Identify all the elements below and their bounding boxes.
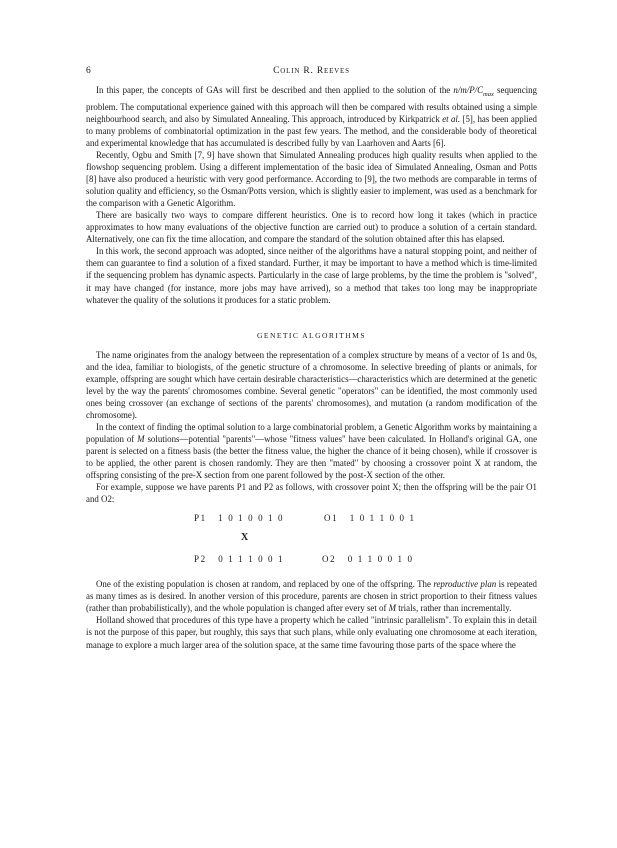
crossover-example: [86, 511, 537, 571]
o2-label: O2: [322, 554, 337, 565]
variable-m: M: [388, 603, 397, 614]
paragraph-intro-3: There are basically two ways to compare different heuristics. One is to record how long it takes (which in practice approximates to how many evaluations of the objective function are carried out) to produce a solution of a certain standard. Alternatively, one can fix the time allocation, and compare the standard of the solution obtained after this has elapsed.: [86, 210, 537, 245]
text-run: solutions—potential "parents"—whose "fitness values" have been calculated. In Holland's original GA, one parent is selected on a fitness basis (the better the fitness value, the higher the chance of it being chosen), while if crossover is to be applied, the other parent is chosen randomly. They are then "mated" by choosing a crossover point X at random, the offspring consisting of the pre-X section from one parent followed by the post-X section of the other.: [86, 434, 538, 481]
parent-p1-row: [194, 512, 284, 524]
text-run: sequencing problem. The computational experience gained with this approach will then be compared with results obtained using a simple neighbourhood search, and also by Simulated Annealing. This approach, introduced by Kirkpatrick: [86, 85, 537, 124]
p1-label: P1: [194, 513, 207, 524]
paragraph-after-2: Holland showed that procedures of this type have a property which he called "intrinsic parallelism". To explain this in detail is not the purpose of this paper, but roughly, this says that such plans, while only evaluating one chromosome at each iteration, manage to explore a much larger area of the solution space, at the same time favouring those parts of the space where the: [86, 615, 537, 650]
variable-m: M: [137, 434, 145, 444]
paragraph-intro-2: Recently, Ogbu and Smith [7, 9] have shown that Simulated Annealing produces high quality results when applied to the flowshop sequencing problem. Using a different implementation of the basic idea of Simulated Annealing, Osman and Potts [8] have also produced a heuristic with very good performance. According to [9], the two methods are comparable in terms of solution quality and efficiency, so the Osman/Potts version, which is slightly easier to implement, was used as a benchmark for the comparison with a Genetic Algorithm.: [86, 150, 537, 209]
text-run: [5], has been applied to many problems of combinatorial optimization in the past few years. The method, and the considerable body of theoretical and experimental knowledge that has accumulated is described fully by van Laarhoven and Aarts [6].: [86, 113, 537, 148]
paragraph-after-1: [86, 578, 537, 614]
running-head-author: Colin R. Reeves: [273, 66, 350, 76]
text-run: is repeated as many times as is desired. In another version of this procedure, parents are chosen in strict proportion to their fitness values (rather than probabilistically), and the whole population is changed after every set of: [86, 579, 537, 614]
p1-bits: 1 0 1 0 0 1 0: [218, 513, 285, 524]
reproductive-plan-italic: reproductive plan: [433, 579, 497, 590]
offspring-o2-row: [322, 553, 414, 565]
paragraph-ga-1: The name originates from the analogy between the representation of a complex structure by means of a vector of 1s and 0s, and the idea, familiar to biologists, of the genetic structure of a chromosome. In selective breeding of plants or animals, for example, offspring are sought which have certain desirable characteristics—characteristics which are determined at the genetic level by the way the parents' chromosomes combine. Several genetic "operators" can be identified, the most commonly used ones being crossover (an exchange of sections of the parents' chromosomes), and mutation (a random modification of the chromosome).: [86, 349, 537, 420]
text-run: In the context of finding the optimal solution to a large combinatorial problem, a Genetic Algorithm works by maintaining a population of: [86, 421, 537, 444]
formula-main: n/m/P/C: [453, 85, 484, 95]
page-number: 6: [86, 66, 91, 76]
paragraph-intro-4: In this work, the second approach was adopted, since neither of the algorithms have a natural stopping point, and neither of them can guarantee to find a solution of a fixed standard. Further, it may be important to have a method which is time-limited if the sequencing problem has dynamic aspects. Particularly in the case of large problems, by the time the problem is "solved", it may have changed (for instance, more jobs may have arrived), so a method that takes too long may be inappropriate whatever the quality of the solutions it produces for a static problem.: [86, 246, 537, 305]
o1-label: O1: [324, 513, 339, 524]
section-heading-genetic-algorithms: GENETIC ALGORITHMS: [257, 330, 366, 340]
o2-bits: 0 1 1 0 0 1 0: [347, 554, 414, 565]
paragraph-ga-3: For example, suppose we have parents P1 and P2 as follows, with crossover point X; then the offspring will be the pair O1 and O2:: [86, 482, 537, 505]
et-al-italic: et al.: [442, 113, 461, 124]
offspring-o1-row: [324, 512, 416, 524]
paragraph-intro-1: [86, 84, 537, 149]
o1-bits: 1 0 1 1 0 0 1: [349, 513, 416, 524]
paragraph-ga-2: [86, 421, 537, 481]
text-run: In this paper, the concepts of GAs will first be described and then applied to the solution of the: [96, 85, 454, 95]
text-run: trials, rather than incrementally.: [396, 603, 512, 614]
p2-bits: 0 1 1 1 0 0 1: [218, 554, 285, 565]
formula-n-m-p-cmax: [453, 85, 494, 98]
formula-subscript: max: [483, 90, 494, 98]
text-run: One of the existing population is chosen at random, and replaced by one of the offspring. The: [96, 579, 434, 590]
crossover-point-marker: X: [241, 532, 249, 544]
p2-label: P2: [194, 554, 207, 565]
parent-p2-row: [194, 553, 284, 565]
body-text: [86, 84, 537, 651]
page-header: [86, 66, 537, 80]
